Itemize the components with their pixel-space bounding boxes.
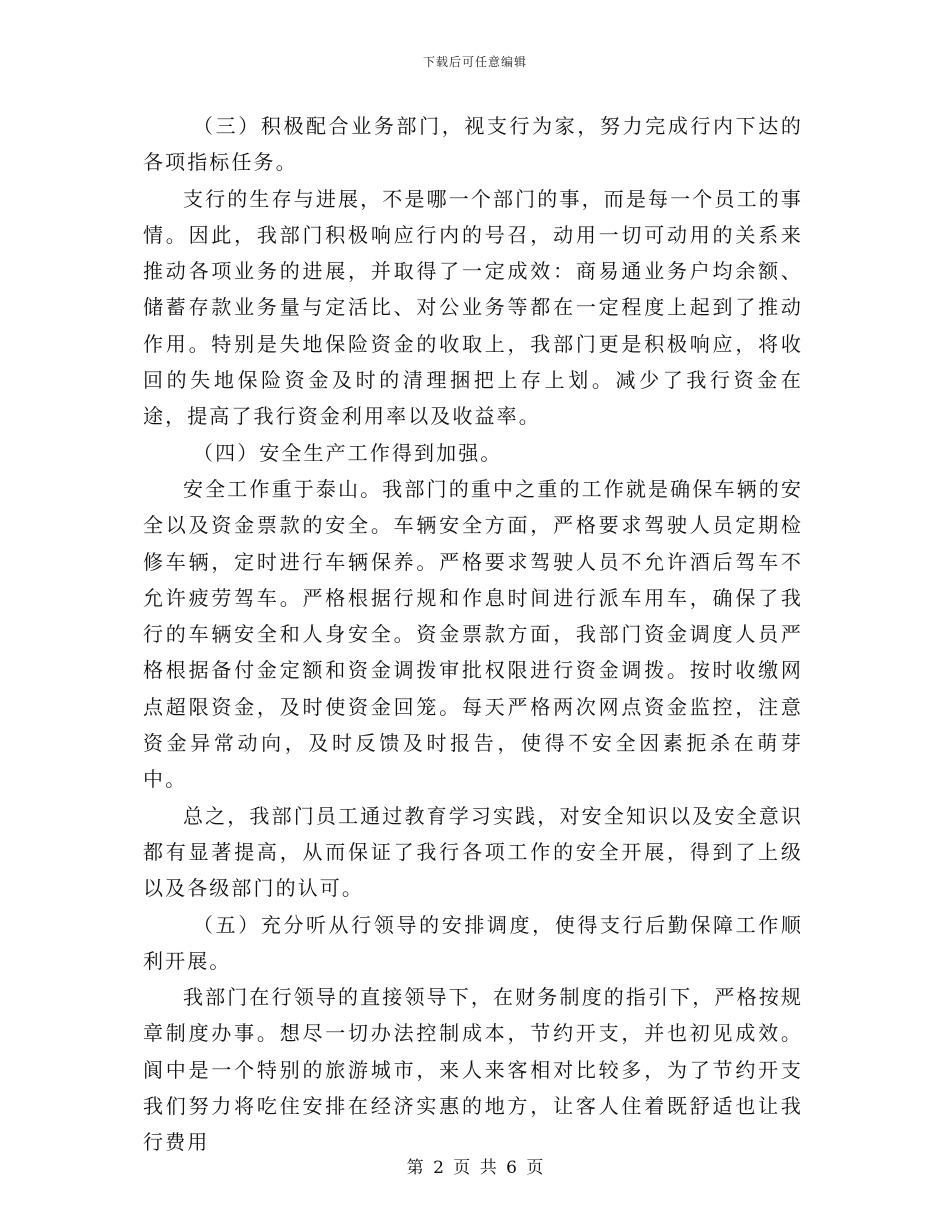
page-number: 第 2 页 共 6 页 [406, 1158, 544, 1178]
document-body [143, 108, 803, 1161]
body-paragraph: 我部门在行领导的直接领导下，在财务制度的指引下，严格按规章制度办事。想尽一切办法控制成本，节约开支，并也初见成效。阆中是一个特别的旅游城市，来人来客相对比较多，为了节约开支我们努力将吃住安排在经济实惠的地方，让客人住着既舒适也让我行费用 [143, 985, 803, 1155]
body-paragraph: 安全工作重于泰山。我部门的重中之重的工作就是确保车辆的安全以及资金票款的安全。车辆安全方面，严格要求驾驶人员定期检修车辆，定时进行车辆保养。严格要求驾驶人员不允许酒后驾车不允许疲劳驾车。严格根据行规和作息时间进行派车用车，确保了我行的车辆安全和人身安全。资金票款方面，我部门资金调度人员严格根据备付金定额和资金调拨审批权限进行资金调拨。按时收缴网点超限资金，及时使资金回笼。每天严格两次网点资金监控，注意资金异常动向，及时反馈及时报告，使得不安全因素扼杀在萌芽中。 [143, 476, 803, 792]
body-paragraph: 总之，我部门员工通过教育学习实践，对安全知识以及安全意识都有显著提高，从而保证了我行各项工作的安全开展，得到了上级以及各级部门的认可。 [143, 803, 803, 901]
section-heading-3: （三）积极配合业务部门，视支行为家，努力完成行内下达的各项指标任务。 [143, 114, 803, 175]
section-heading-5: （五）充分听从行领导的安排调度，使得支行后勤保障工作顺利开展。 [143, 912, 803, 973]
page-header: 下载后可任意编辑 [422, 55, 527, 69]
body-paragraph: 支行的生存与进展，不是哪一个部门的事，而是每一个员工的事情。因此，我部门积极响应行内的号召，动用一切可动用的关系来推动各项业务的进展，并取得了一定成效：商易通业务户均余额、储蓄存款业务量与定活比、对公业务等都在一定程度上起到了推动作用。特别是失地保险资金的收取上，我部门更是积极响应，将收回的失地保险资金及时的清理捆把上存上划。减少了我行资金在途，提高了我行资金利用率以及收益率。 [143, 186, 803, 429]
section-heading-4: （四）安全生产工作得到加强。 [193, 440, 503, 465]
